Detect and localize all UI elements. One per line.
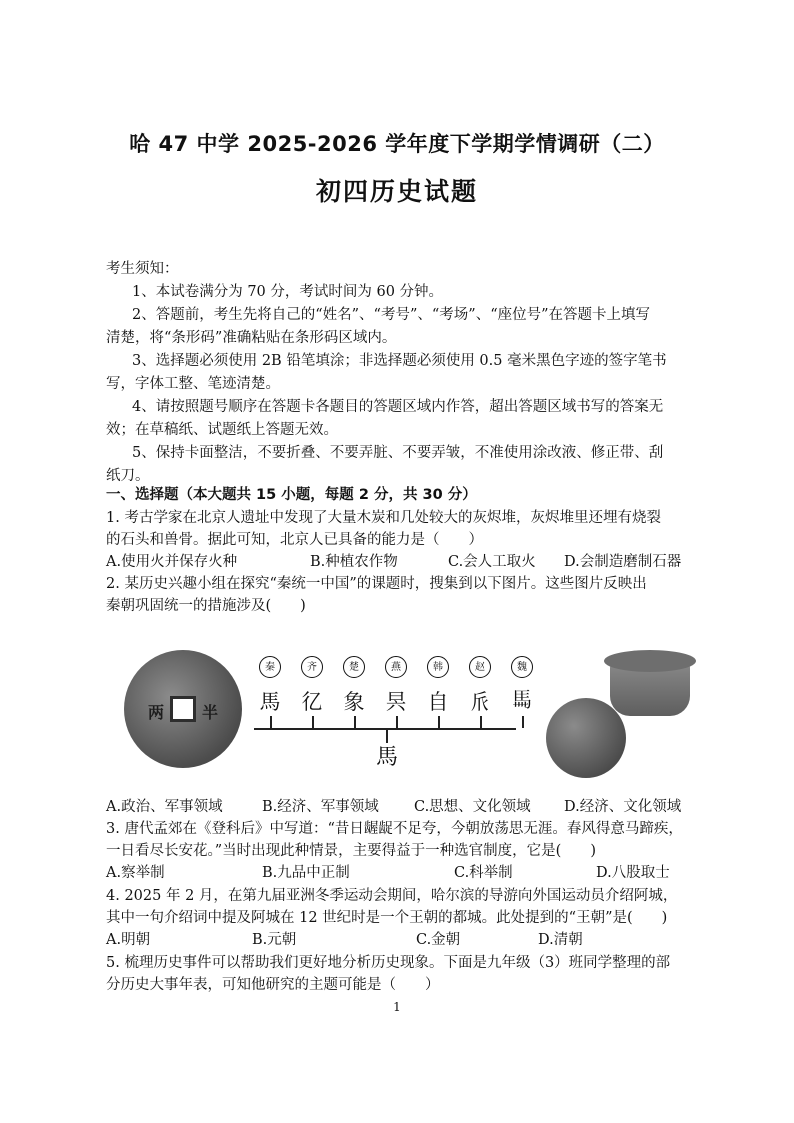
option-d: D.八股取士 — [596, 865, 670, 881]
banliang-coin-image — [124, 650, 242, 768]
unified-glyph: 馬 — [375, 745, 398, 770]
script-unification-diagram — [246, 640, 536, 790]
option-a: A.明朝 — [106, 932, 151, 948]
state-seal: 魏 — [511, 656, 533, 678]
option-c: C.思想、文化领域 — [414, 799, 531, 815]
notice-item: 3、选择题必须使用 2B 铅笔填涂；非选择题必须使用 0.5 毫米黑色字迹的签字笔书 — [132, 353, 667, 369]
option-c: C.金朝 — [416, 932, 461, 948]
vessel-rim — [604, 650, 696, 672]
coin-inscription: 半 — [202, 703, 219, 722]
option-b: B.种植农作物 — [310, 554, 398, 570]
option-b: B.经济、军事领域 — [262, 799, 379, 815]
question-2-stem: 2. 某历史兴趣小组在探究“秦统一中国”的课题时，搜集到以下图片。这些图片反映出 — [106, 576, 647, 592]
state-seal: 燕 — [385, 656, 407, 678]
question-5-stem: 5. 梳理历史事件可以帮助我们更好地分析历史现象。下面是九年级（3）班同学整理的部 — [106, 955, 671, 971]
question-3-stem: 3. 唐代孟郊在《登科后》中写道：“昔日龌龊不足夸，今朝放荡思无涯。春风得意马蹄疾， — [106, 821, 683, 837]
question-1-stem: 1. 考古学家在北京人遗址中发现了大量木炭和几处较大的灰烬堆，灰烬堆里还埋有烧裂 — [106, 510, 661, 526]
notice-item: 清楚，将“条形码”准确粘贴在条形码区域内。 — [106, 330, 397, 346]
option-c: C.科举制 — [454, 865, 513, 881]
connector-line — [354, 716, 356, 728]
state-glyph: 𢒼 — [301, 690, 323, 714]
question-1-stem: 的石头和兽骨。据此可知，北京人已具备的能力是（ ） — [106, 532, 483, 548]
connector-line — [522, 716, 524, 728]
connector-line — [396, 716, 398, 728]
state-seal: 齐 — [301, 656, 323, 678]
notice-heading: 考生须知： — [106, 261, 179, 277]
notice-item: 1、本试卷满分为 70 分，考试时间为 60 分钟。 — [132, 284, 444, 300]
state-glyph: 昗 — [385, 690, 407, 714]
state-glyph: 自 — [427, 690, 449, 714]
connector-line — [480, 716, 482, 728]
connector-bar — [254, 728, 516, 730]
exam-subtitle: 初四历史试题 — [315, 177, 478, 206]
option-d: D.清朝 — [538, 932, 583, 948]
state-glyph: 𩡧 — [511, 688, 533, 712]
option-b: B.元朝 — [252, 932, 297, 948]
question-2-options — [106, 796, 690, 818]
option-d: D.经济、文化领域 — [564, 799, 682, 815]
state-glyph: 𠂢 — [469, 690, 491, 714]
question-3-options — [106, 862, 690, 884]
option-a: A.政治、军事领域 — [106, 799, 223, 815]
option-b: B.九品中正制 — [262, 865, 350, 881]
state-glyph: 馬 — [259, 690, 281, 714]
option-a: A.察举制 — [106, 865, 165, 881]
notice-item: 纸刀。 — [106, 468, 150, 484]
question-5-stem: 分历史大事年表，可知他研究的主题可能是（ ） — [106, 977, 440, 993]
question-4-stem: 其中一句介绍词中提及阿城在 12 世纪时是一个王朝的都城。此处提到的“王朝”是( ) — [106, 910, 668, 926]
question-3-stem: 一日看尽长安花。”当时出现此种情景，主要得益于一种选官制度，它是( ) — [106, 843, 596, 859]
section-heading: 一、选择题（本大题共 15 小题，每题 2 分，共 30 分） — [106, 487, 477, 503]
question-4-stem: 4. 2025 年 2 月，在第九届亚洲冬季运动会期间，哈尔滨的导游向外国运动员介绍阿城， — [106, 888, 678, 904]
coin-inscription: 两 — [148, 703, 165, 722]
connector-line — [312, 716, 314, 728]
question-2-images — [106, 640, 706, 790]
option-a: A.使用火并保存火种 — [106, 554, 238, 570]
question-2-stem: 秦朝巩固统一的措施涉及( ) — [106, 598, 306, 614]
state-seal: 楚 — [343, 656, 365, 678]
connector-line — [270, 716, 272, 728]
state-seal: 赵 — [469, 656, 491, 678]
exam-title: 哈 47 中学 2025-2026 学年度下学期学情调研（二） — [129, 132, 665, 156]
state-seal: 韩 — [427, 656, 449, 678]
option-c: C.会人工取火 — [448, 554, 536, 570]
coin-square-hole — [170, 696, 196, 722]
option-d: D.会制造磨制石器 — [564, 554, 682, 570]
notice-item: 4、请按照题号顺序在答题卡各题目的答题区域内作答，超出答题区域书写的答案无 — [132, 399, 664, 415]
state-seal: 秦 — [259, 656, 281, 678]
notice-item: 2、答题前，考生先将自己的“姓名”、“考号”、“考场”、“座位号”在答题卡上填写 — [132, 307, 651, 323]
question-1-options — [106, 551, 690, 573]
notice-item: 5、保持卡面整洁，不要折叠、不要弄脏、不要弄皱，不准使用涂改液、修正带、刮 — [132, 445, 664, 461]
notice-item: 写，字体工整、笔迹清楚。 — [106, 376, 280, 392]
notice-item: 效；在草稿纸、试题纸上答题无效。 — [106, 422, 338, 438]
connector-line — [438, 716, 440, 728]
page-number: 1 — [393, 1000, 401, 1014]
state-glyph: 象 — [343, 690, 365, 714]
measure-vessel-image — [604, 650, 696, 720]
question-4-options — [106, 929, 690, 951]
